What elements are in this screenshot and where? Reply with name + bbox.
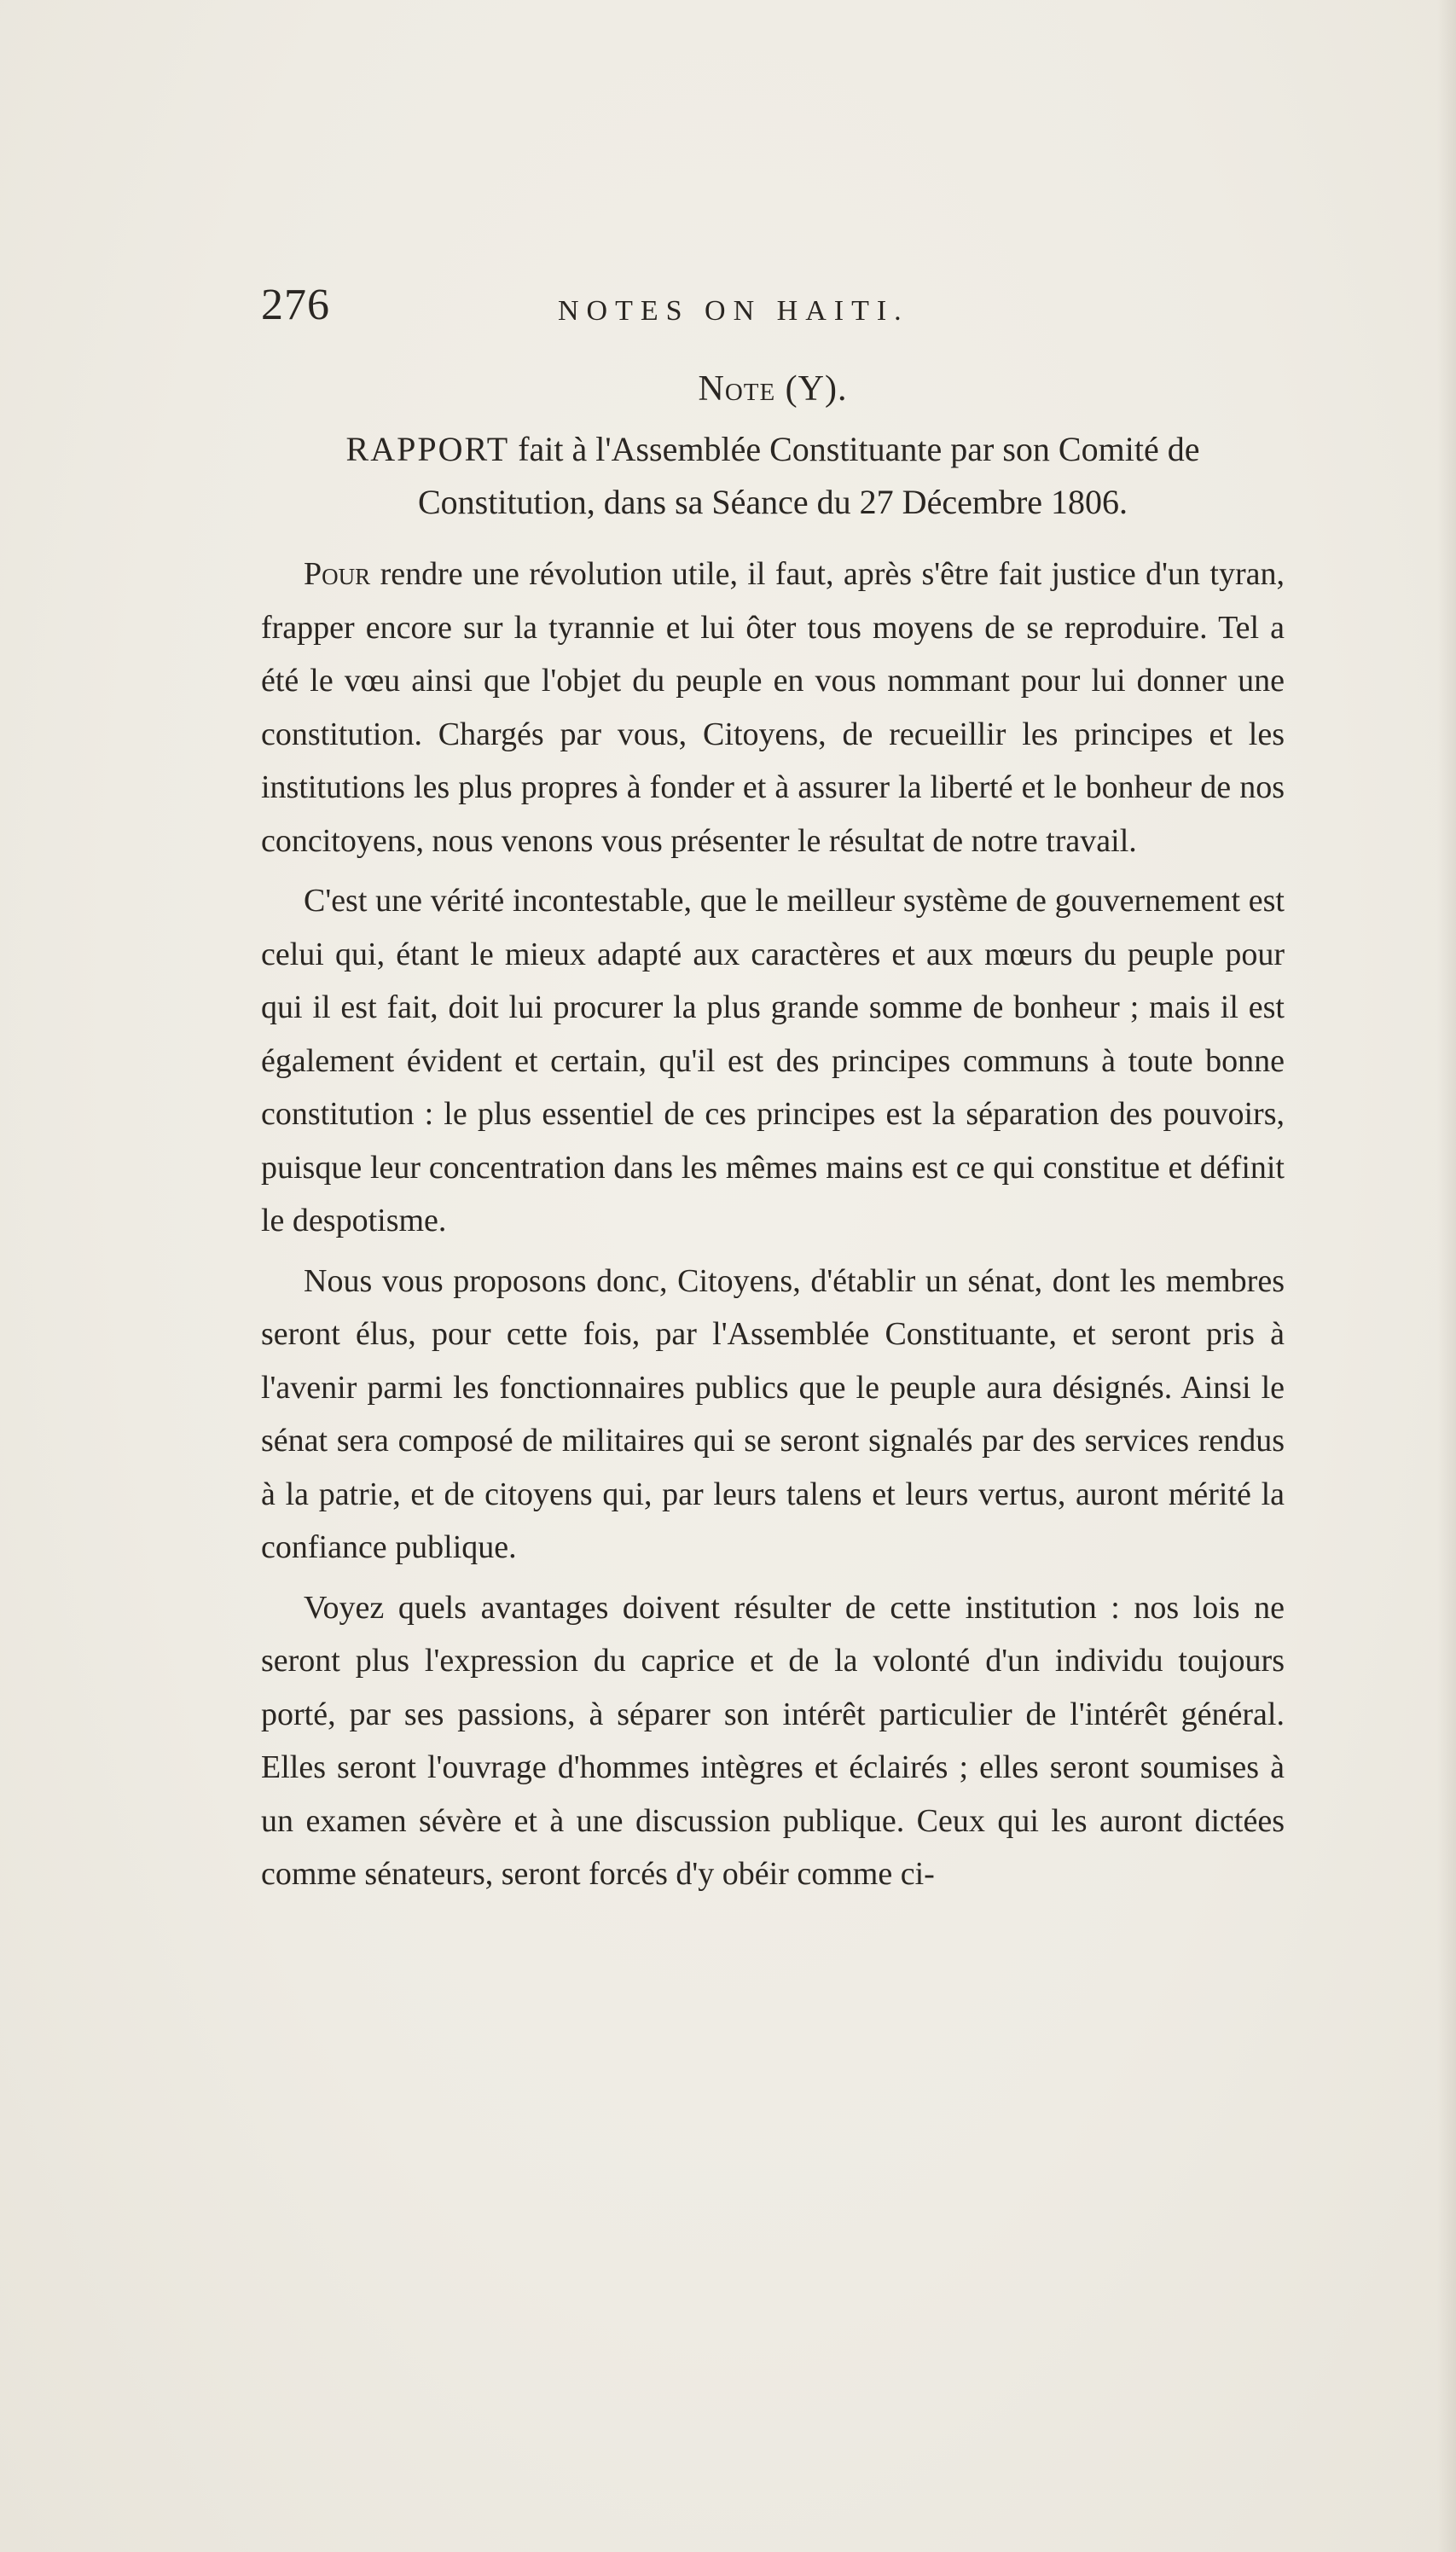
paragraph	[261, 874, 1285, 1248]
paragraph	[261, 548, 1285, 867]
page-header	[261, 273, 1285, 350]
paragraph	[261, 1581, 1285, 1901]
book-page-text	[261, 273, 1285, 1901]
note-title: Note (Y).	[698, 369, 848, 409]
intro-lead-word: RAPPORT	[345, 430, 510, 468]
page-number: 276	[261, 281, 330, 329]
intro-text: fait à l'Assemblée Constituante par son Comité de Constitution, dans sa Séance du 27 Décembre 1806.	[417, 430, 1200, 521]
page-edge-shadow	[1437, 0, 1456, 2552]
paragraph-text: rendre une révolution utile, il faut, après s'être fait justice d'un tyran, frapper encore sur la tyrannie et lui ôter tous moyens de se reproduire. Tel a été le vœu ainsi que l'objet du peuple en vous nommant pour lui donner une constitution. Chargés par vous, Citoyens, de recueillir les principes et les institutions les plus propres à fonder et à assurer la liberté et le bonheur de nos concitoyens, nous venons vous présenter le résultat de notre travail.	[261, 556, 1285, 859]
running-head: NOTES ON HAITI.	[558, 295, 909, 327]
paragraph	[261, 1255, 1285, 1575]
paragraph-lead-word: Pour	[304, 556, 371, 592]
paragraph-text: Nous vous proposons donc, Citoyens, d'établir un sénat, dont les membres seront élus, pour cette fois, par l'Assemblée Constituante, et seront pris à l'avenir parmi les fonctionnaires publics que le peuple aura désignés. Ainsi le sénat sera composé de militaires qui se seront signalés par des services rendus à la patrie, et de citoyens qui, par leurs talens et leurs vertus, auront mérité la confiance publique.	[261, 1262, 1285, 1565]
paragraph-text: C'est une vérité incontestable, que le meilleur système de gouvernement est celui qui, étant le mieux adapté aux caractères et aux mœurs du peuple pour qui il est fait, doit lui procurer la plus grande somme de bonheur ; mais il est également évident et certain, qu'il est des principes communs à toute bonne constitution : le plus essentiel de ces principes est la séparation des pouvoirs, puisque leur concentration dans les mêmes mains est ce qui constitue et définit le despotisme.	[261, 883, 1285, 1238]
paragraph-text: Voyez quels avantages doivent résulter de cette institution : nos lois ne seront plus l'expression du caprice et de la volonté d'un individu toujours porté, par ses passions, à séparer son intérêt particulier de l'intérêt général. Elles seront l'ouvrage d'hommes intègres et éclairés ; elles seront soumises à un examen sévère et à une discussion publique. Ceux qui les auront dictées comme sénateurs, seront forcés d'y obéir comme ci-	[261, 1589, 1285, 1892]
report-intro	[261, 423, 1285, 529]
